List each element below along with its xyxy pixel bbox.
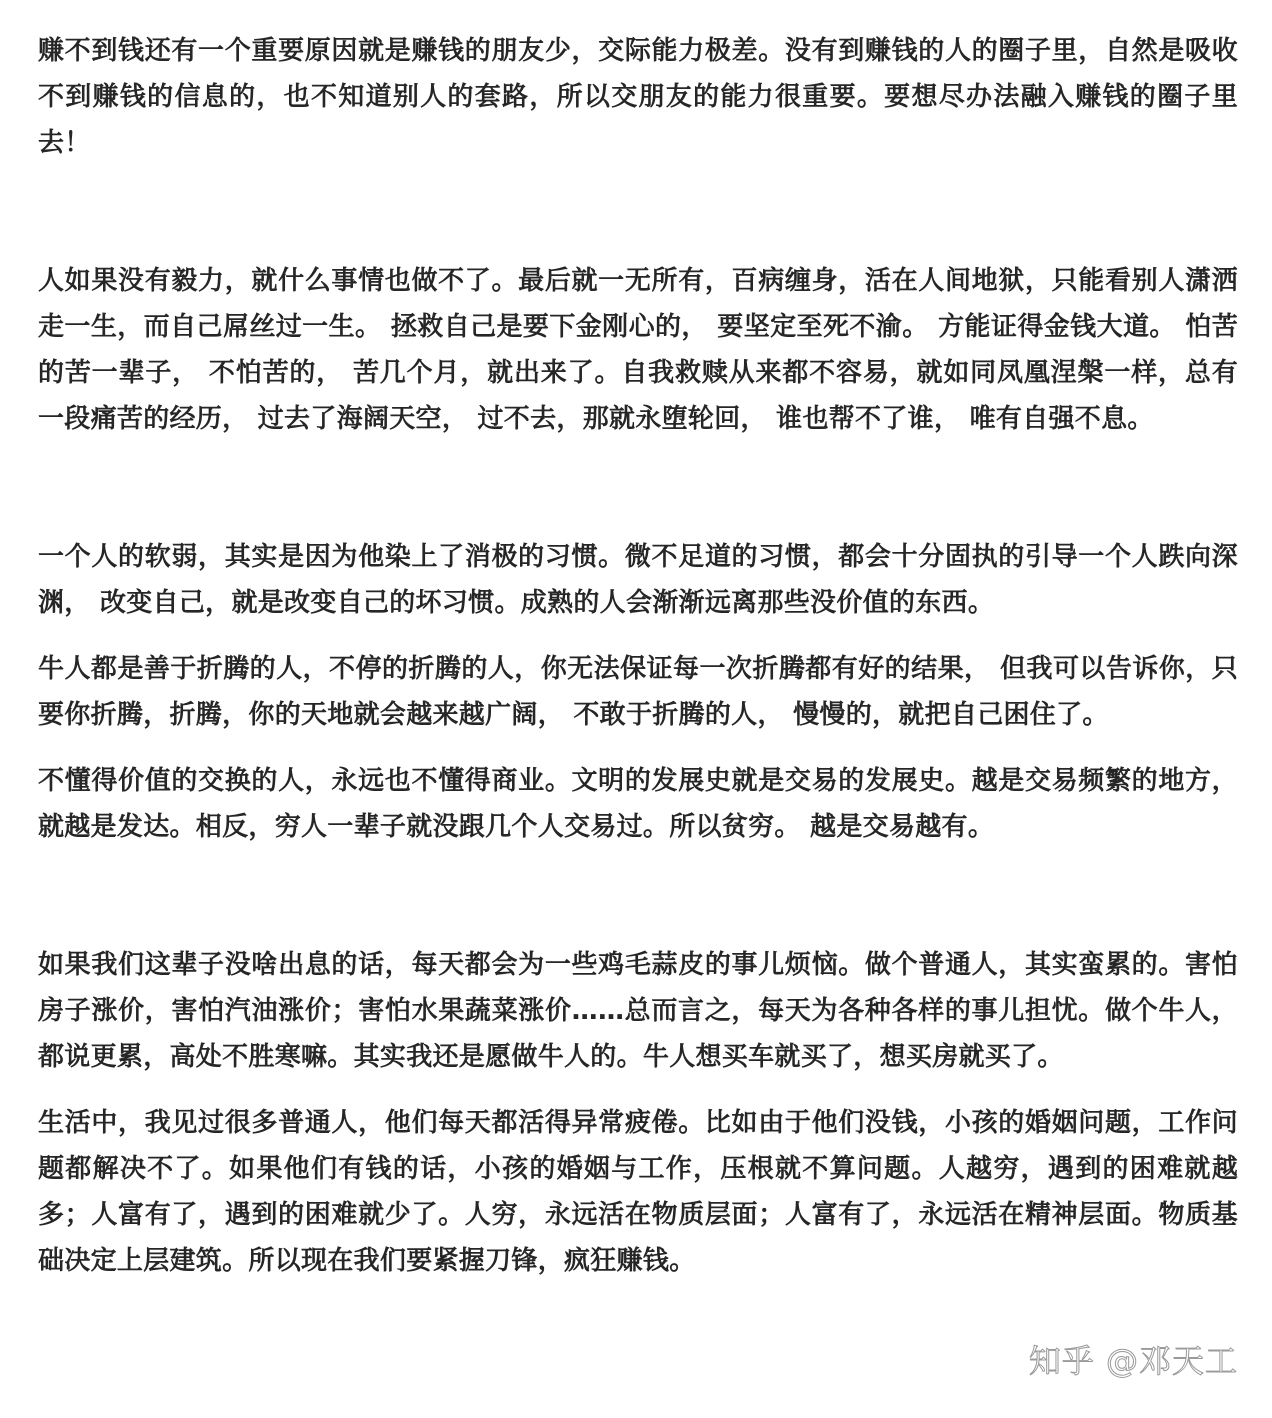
paragraph-spacer <box>38 850 1238 942</box>
zhihu-watermark: 知乎 @邓天工 <box>1028 1342 1238 1380</box>
paragraph-spacer <box>38 442 1238 534</box>
paragraph-6: 如果我们这辈子没啥出息的话，每天都会为一些鸡毛蒜皮的事儿烦恼。做个普通人，其实蛮累的。害怕房子涨价，害怕汽油涨价；害怕水果蔬菜涨价……总而言之，每天为各种各样的事儿担忧。做个牛人，都说更累，高处不胜寒嘛。其实我还是愿做牛人的。牛人想买车就买了，想买房就买了。 <box>38 950 1238 1072</box>
paragraph-3: 一个人的软弱，其实是因为他染上了消极的习惯。微不足道的习惯，都会十分固执的引导一个人跌向深渊， 改变自己，就是改变自己的坏习惯。成熟的人会渐渐远离那些没价值的东西。 <box>38 542 1238 618</box>
paragraph-1: 赚不到钱还有一个重要原因就是赚钱的朋友少，交际能力极差。没有到赚钱的人的圈子里，自然是吸收不到赚钱的信息的，也不知道别人的套路，所以交朋友的能力很重要。要想尽办法融入赚钱的圈子里去！ <box>38 36 1238 158</box>
paragraph-5: 不懂得价值的交换的人，永远也不懂得商业。文明的发展史就是交易的发展史。越是交易频繁的地方，就越是发达。相反，穷人一辈子就没跟几个人交易过。所以贫穷。 越是交易越有。 <box>38 766 1238 842</box>
paragraph-7: 生活中，我见过很多普通人，他们每天都活得异常疲倦。比如由于他们没钱，小孩的婚姻问题，工作问题都解决不了。如果他们有钱的话，小孩的婚姻与工作，压根就不算问题。人越穷，遇到的困难就越多；人富有了，遇到的困难就少了。人穷，永远活在物质层面；人富有了，永远活在精神层面。物质基础决定上层建筑。所以现在我们要紧握刀锋，疯狂赚钱。 <box>38 1108 1238 1276</box>
paragraph-spacer <box>38 1080 1238 1100</box>
paragraph-4: 牛人都是善于折腾的人，不停的折腾的人，你无法保证每一次折腾都有好的结果， 但我可以告诉你，只要你折腾，折腾，你的天地就会越来越广阔， 不敢于折腾的人， 慢慢的，就把自己困住了。 <box>38 654 1238 730</box>
paragraph-2: 人如果没有毅力，就什么事情也做不了。最后就一无所有，百病缠身，活在人间地狱，只能看别人潇洒走一生，而自己屌丝过一生。 拯救自己是要下金刚心的， 要坚定至死不渝。 方能证得金钱大道。 怕苦的苦一辈子， 不怕苦的， 苦几个月，就出来了。自我救赎从来都不容易，就如同凤凰涅槃一样，总有一段痛苦的经历， 过去了海阔天空， 过不去，那就永堕轮回， 谁也帮不了谁， 唯有自强不息。 <box>38 266 1238 434</box>
paragraph-spacer <box>38 626 1238 646</box>
article-body <box>38 28 1238 1284</box>
paragraph-spacer <box>38 166 1238 258</box>
paragraph-spacer <box>38 738 1238 758</box>
